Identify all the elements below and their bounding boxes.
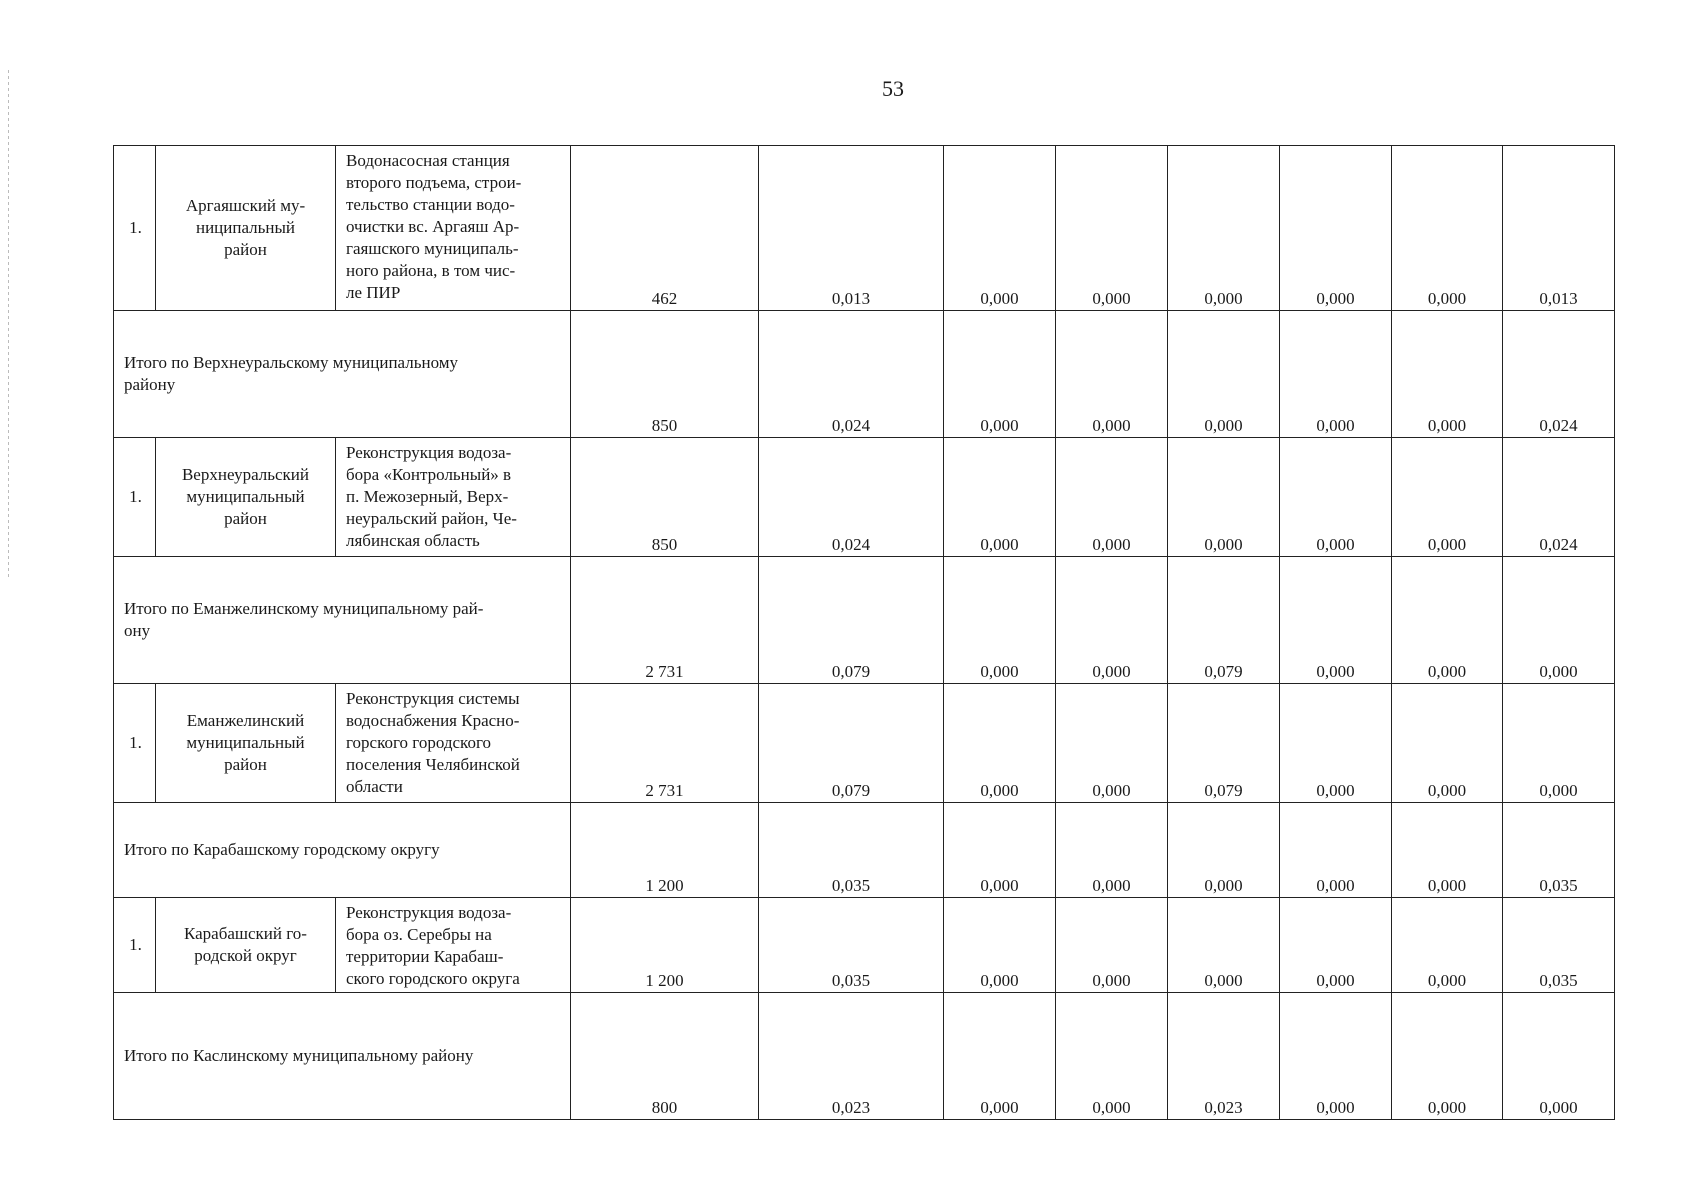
value-cell: 0,000 <box>1168 438 1280 557</box>
value-cell: 0,000 <box>1056 898 1168 993</box>
value-cell: 0,024 <box>759 311 944 438</box>
project-description: Реконструкция системы водоснабжения Красно- горского городского поселения Челябинской области <box>336 684 571 803</box>
total-label: Итого по Карабашскому городскому округу <box>114 803 571 898</box>
district-name: Еманжелинский муниципальный район <box>156 684 336 803</box>
table-total-row <box>114 803 1615 898</box>
value-cell: 0,000 <box>1280 557 1392 684</box>
value-cell: 0,035 <box>759 803 944 898</box>
value-cell: 0,000 <box>1503 684 1615 803</box>
district-name: Верхнеуральский муниципальный район <box>156 438 336 557</box>
value-cell: 0,079 <box>1168 684 1280 803</box>
value-cell: 0,079 <box>759 557 944 684</box>
value-cell: 0,000 <box>1056 557 1168 684</box>
value-cell: 0,013 <box>759 146 944 311</box>
value-cell: 0,035 <box>759 898 944 993</box>
value-cell: 0,035 <box>1503 898 1615 993</box>
value-cell: 0,000 <box>1168 311 1280 438</box>
value-cell: 0,013 <box>1503 146 1615 311</box>
value-cell: 850 <box>571 438 759 557</box>
value-cell: 0,000 <box>1168 898 1280 993</box>
scan-edge-mark <box>8 70 9 580</box>
project-description: Реконструкция водоза- бора «Контрольный» в п. Межозерный, Верх- неуральский район, Че- лябинская область <box>336 438 571 557</box>
value-cell: 0,000 <box>1280 146 1392 311</box>
table-total-row <box>114 311 1615 438</box>
value-cell: 0,000 <box>944 146 1056 311</box>
value-cell: 850 <box>571 311 759 438</box>
value-cell: 0,079 <box>759 684 944 803</box>
value-cell: 0,000 <box>1503 993 1615 1120</box>
value-cell: 0,000 <box>1392 311 1503 438</box>
value-cell: 0,000 <box>1392 993 1503 1120</box>
value-cell: 0,000 <box>1280 803 1392 898</box>
total-label: Итого по Верхнеуральскому муниципальному району <box>114 311 571 438</box>
value-cell: 0,000 <box>1280 311 1392 438</box>
value-cell: 2 731 <box>571 557 759 684</box>
value-cell: 0,000 <box>944 898 1056 993</box>
value-cell: 2 731 <box>571 684 759 803</box>
value-cell: 0,000 <box>1392 898 1503 993</box>
value-cell: 0,079 <box>1168 557 1280 684</box>
value-cell: 0,000 <box>944 311 1056 438</box>
value-cell: 0,000 <box>1056 438 1168 557</box>
value-cell: 0,000 <box>1056 993 1168 1120</box>
value-cell: 0,023 <box>1168 993 1280 1120</box>
value-cell: 0,000 <box>1280 898 1392 993</box>
value-cell: 0,035 <box>1503 803 1615 898</box>
value-cell: 0,000 <box>1056 311 1168 438</box>
value-cell: 0,000 <box>1056 803 1168 898</box>
value-cell: 0,000 <box>1392 684 1503 803</box>
table-total-row <box>114 993 1615 1120</box>
row-index: 1. <box>114 684 156 803</box>
value-cell: 0,000 <box>1392 803 1503 898</box>
district-name: Аргаяшский му- ниципальный район <box>156 146 336 311</box>
project-description: Водонасосная станция второго подъема, строи- тельство станции водо- очистки вс. Аргаяш Ар- гаяшского муниципаль- ного района, в том чис- ле ПИР <box>336 146 571 311</box>
row-index: 1. <box>114 898 156 993</box>
project-description: Реконструкция водоза- бора оз. Серебры на территории Карабаш- ского городского округа <box>336 898 571 993</box>
table-row <box>114 684 1615 803</box>
table-row <box>114 898 1615 993</box>
value-cell: 0,000 <box>944 993 1056 1120</box>
value-cell: 0,024 <box>1503 438 1615 557</box>
value-cell: 0,000 <box>1503 557 1615 684</box>
table-row <box>114 438 1615 557</box>
value-cell: 0,000 <box>944 438 1056 557</box>
value-cell: 0,000 <box>1392 146 1503 311</box>
value-cell: 0,000 <box>944 684 1056 803</box>
value-cell: 0,000 <box>1056 146 1168 311</box>
value-cell: 0,000 <box>944 803 1056 898</box>
value-cell: 0,024 <box>759 438 944 557</box>
value-cell: 0,000 <box>1168 803 1280 898</box>
value-cell: 0,000 <box>1280 684 1392 803</box>
value-cell: 1 200 <box>571 803 759 898</box>
value-cell: 0,000 <box>1280 438 1392 557</box>
district-name: Карабашский го- родской округ <box>156 898 336 993</box>
value-cell: 0,000 <box>1168 146 1280 311</box>
total-label: Итого по Каслинскому муниципальному району <box>114 993 571 1120</box>
page-number: 53 <box>882 76 904 101</box>
value-cell: 0,000 <box>1280 993 1392 1120</box>
value-cell: 0,000 <box>1056 684 1168 803</box>
value-cell: 800 <box>571 993 759 1120</box>
value-cell: 0,000 <box>1392 557 1503 684</box>
row-index: 1. <box>114 146 156 311</box>
value-cell: 0,000 <box>944 557 1056 684</box>
table-total-row <box>114 557 1615 684</box>
value-cell: 0,000 <box>1392 438 1503 557</box>
investment-table <box>113 145 1615 1120</box>
value-cell: 0,024 <box>1503 311 1615 438</box>
table-row <box>114 146 1615 311</box>
value-cell: 1 200 <box>571 898 759 993</box>
total-label: Итого по Еманжелинскому муниципальному рай- ону <box>114 557 571 684</box>
row-index: 1. <box>114 438 156 557</box>
value-cell: 0,023 <box>759 993 944 1120</box>
value-cell: 462 <box>571 146 759 311</box>
